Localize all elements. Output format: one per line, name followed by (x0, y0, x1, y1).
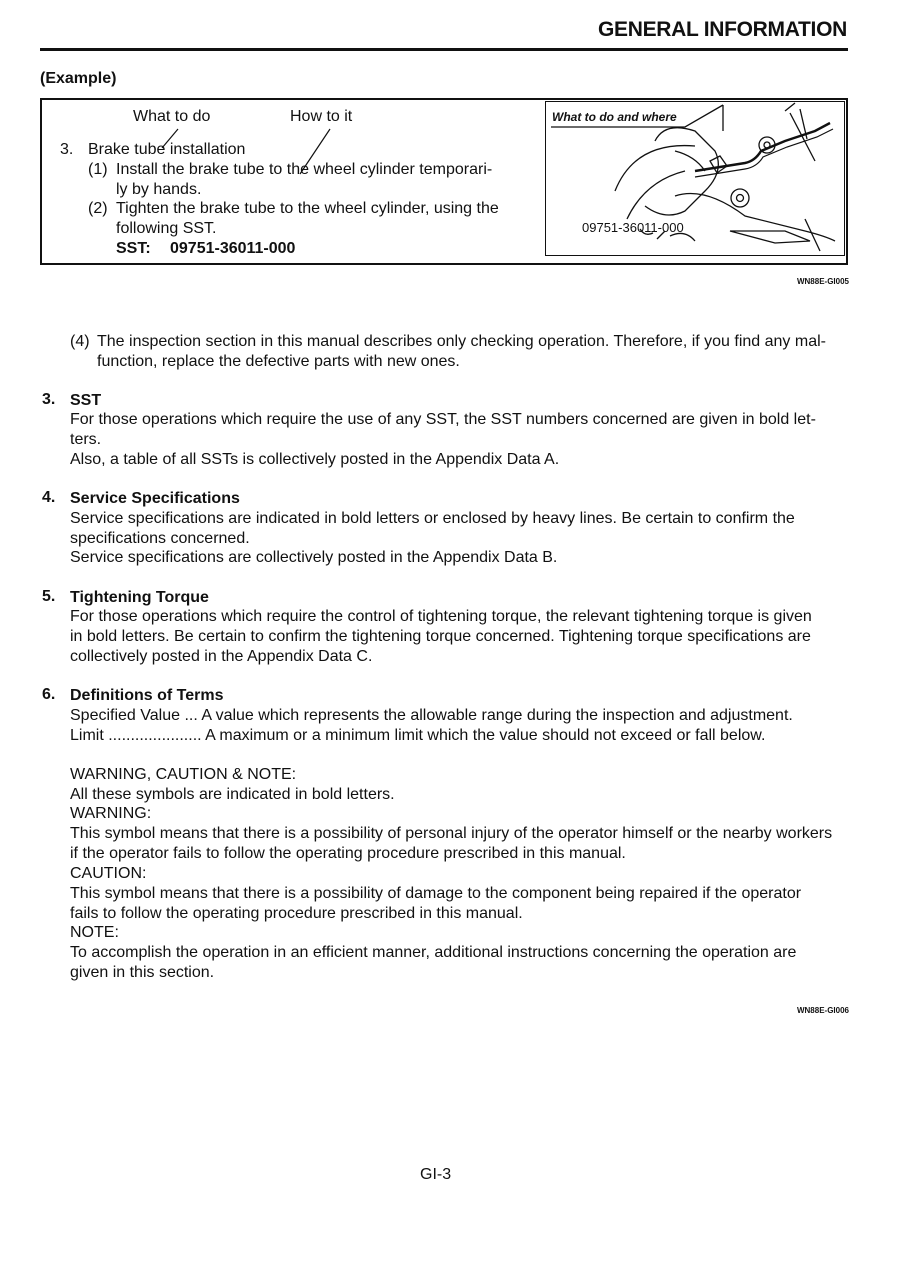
item-4-line1: The inspection section in this manual describes only checking operation. Therefore, if you find any mal- (97, 333, 826, 350)
what-to-do-label: What to do (133, 108, 211, 125)
caution-line1: This symbol means that there is a possibility of damage to the component being repaired if the operator (70, 885, 802, 902)
figure-title: What to do and where (552, 110, 677, 124)
note-line1: To accomplish the operation in an efficient manner, additional instructions concerning the operation are (70, 944, 797, 961)
sub-step-2-line1: Tighten the brake tube to the wheel cylinder, using the (116, 200, 499, 217)
example-label: (Example) (40, 70, 117, 87)
warning-caution-note-desc: All these symbols are indicated in bold letters. (70, 786, 395, 803)
item-4-line2: function, replace the defective parts with new ones. (97, 353, 460, 370)
how-to-it-label: How to it (290, 108, 353, 125)
sub-step-1-number: (1) (88, 161, 108, 178)
figure-code-2: WN88E-GI006 (796, 1006, 849, 1015)
warning-line2: if the operator fails to follow the operating procedure prescribed in this manual. (70, 845, 626, 862)
item-4-number: (4) (70, 333, 90, 350)
warning-line1: This symbol means that there is a possibility of personal injury of the operator himself or the nearby workers (70, 825, 833, 842)
caution-label: CAUTION: (70, 865, 147, 882)
note-line2: given in this section. (70, 964, 215, 981)
step-title: Brake tube installation (88, 141, 246, 158)
section-number-sst: 3. (42, 391, 56, 408)
section-service-line1: Service specifications are indicated in bold letters or enclosed by heavy lines. Be certain to confirm the (70, 510, 795, 527)
section-sst-line1: For those operations which require the use of any SST, the SST numbers concerned are given in bold let- (70, 411, 816, 428)
section-title-torque: Tightening Torque (70, 589, 209, 606)
definition-specified-value: Specified Value ... A value which represents the allowable range during the inspection and adjustment. (70, 707, 793, 724)
figure-code-1: WN88E-GI005 (796, 277, 849, 286)
page-header-title: GENERAL INFORMATION (597, 18, 847, 41)
sub-step-1-line1: Install the brake tube to the wheel cylinder temporari- (116, 161, 493, 178)
section-title-sst: SST (70, 392, 102, 409)
sub-step-2-number: (2) (88, 200, 108, 217)
figure-part-number: 09751-36011-000 (582, 220, 684, 235)
note-label: NOTE: (70, 924, 119, 941)
step-number: 3. (60, 141, 74, 158)
sst-label: SST: (116, 240, 151, 257)
page-number: GI-3 (420, 1166, 452, 1183)
sub-step-2-line2: following SST. (116, 220, 217, 237)
section-torque-line3: collectively posted in the Appendix Data C. (70, 648, 373, 665)
section-sst-line2: ters. (70, 431, 102, 448)
section-number-service: 4. (42, 489, 56, 506)
section-title-service: Service Specifications (70, 490, 240, 507)
section-torque-line1: For those operations which require the control of tightening torque, the relevant tightening torque is given (70, 608, 812, 625)
section-service-line2: specifications concerned. (70, 530, 250, 547)
section-service-line3: Service specifications are collectively posted in the Appendix Data B. (70, 549, 558, 566)
warning-caution-note-heading: WARNING, CAUTION & NOTE: (70, 766, 297, 783)
section-torque-line2: in bold letters. Be certain to confirm the tightening torque concerned. Tightening torque specifications are (70, 628, 811, 645)
section-title-definitions: Definitions of Terms (70, 687, 224, 704)
sst-number: 09751-36011-000 (170, 240, 296, 257)
warning-label: WARNING: (70, 805, 152, 822)
caution-line2: fails to follow the operating procedure prescribed in this manual. (70, 905, 523, 922)
section-number-torque: 5. (42, 588, 56, 605)
section-number-definitions: 6. (42, 686, 56, 703)
sub-step-1-line2: ly by hands. (116, 181, 202, 198)
definition-limit: Limit ..................... A maximum or a minimum limit which the value should not exceed or fall below. (70, 727, 766, 744)
section-sst-line3: Also, a table of all SSTs is collectively posted in the Appendix Data A. (70, 451, 560, 468)
